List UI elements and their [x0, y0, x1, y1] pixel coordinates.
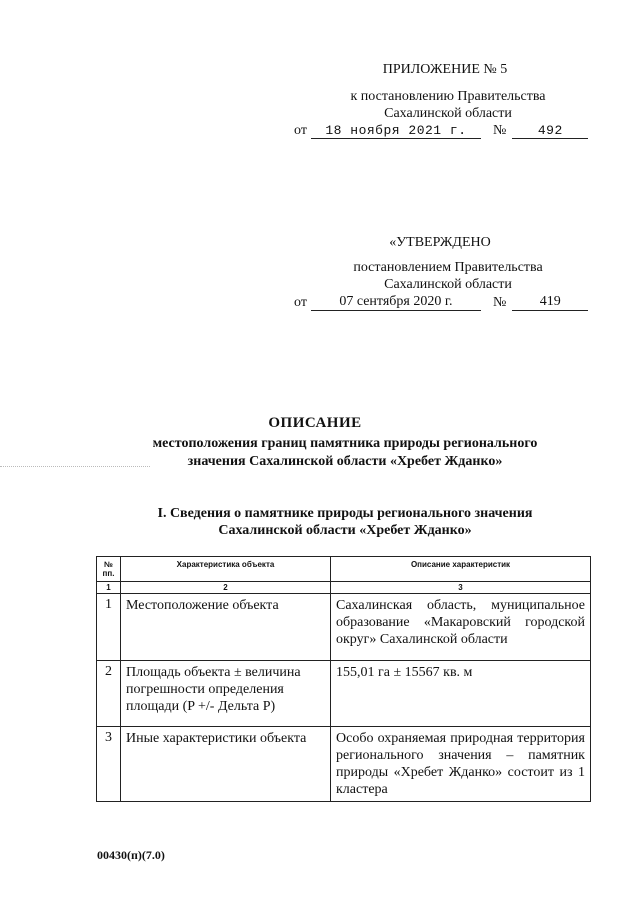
row-description: Сахалинская область, муниципальное образование «Макаровский городской округ» Сахалинской области	[331, 594, 591, 661]
appendix-number-label: №	[492, 123, 507, 138]
section-heading-line-2: Сахалинской области «Хребет Жданко»	[218, 523, 472, 538]
document-subtitle-line-2: значения Сахалинской области «Хребет Жданко»	[187, 454, 503, 469]
appendix-from-label: от	[294, 123, 307, 138]
document-title: ОПИСАНИЕ	[268, 415, 362, 431]
table-header-row	[97, 557, 591, 582]
appendix-date-number-row	[294, 123, 588, 139]
header-description: Описание характеристик	[331, 557, 591, 582]
row-number: 1	[97, 594, 121, 661]
characteristics-table	[96, 556, 591, 802]
row-description: Особо охраняемая природная территория регионального значения – памятник природы «Хребет Жданко» состоит из 1 кластера	[331, 727, 591, 802]
approved-date: 07 сентября 2020 г.	[311, 294, 481, 311]
approved-number-label: №	[492, 295, 507, 310]
row-number: 3	[97, 727, 121, 802]
approved-date-number-row	[294, 294, 588, 311]
table-row	[97, 661, 591, 727]
appendix-region-line: Сахалинской области	[384, 106, 512, 121]
table-row	[97, 594, 591, 661]
row-number: 2	[97, 661, 121, 727]
appendix-number: 492	[512, 123, 588, 139]
approved-from-label: от	[294, 295, 307, 310]
appendix-date: 18 ноября 2021 г.	[311, 123, 481, 139]
appendix-title: ПРИЛОЖЕНИЕ № 5	[382, 62, 508, 77]
header-number: № пп.	[97, 557, 121, 582]
index-cell: 1	[97, 582, 121, 594]
row-characteristic: Площадь объекта ± величина погрешности определения площади (P +/- Дельта P)	[121, 661, 331, 727]
approved-resolution-line: постановлением Правительства	[353, 260, 543, 275]
scan-artifact	[0, 466, 150, 467]
row-characteristic: Местоположение объекта	[121, 594, 331, 661]
document-subtitle-line-1: местоположения границ памятника природы регионального	[152, 436, 538, 451]
section-heading-line-1: I. Сведения о памятнике природы регионального значения	[157, 506, 533, 521]
document-code: 00430(п)(7.0)	[97, 848, 165, 862]
approved-number: 419	[512, 294, 588, 311]
approved-title: «УТВЕРЖДЕНО	[389, 235, 491, 250]
index-cell: 2	[121, 582, 331, 594]
appendix-resolution-line: к постановлению Правительства	[350, 89, 546, 104]
table-row	[97, 727, 591, 802]
index-cell: 3	[331, 582, 591, 594]
row-description: 155,01 га ± 15567 кв. м	[331, 661, 591, 727]
header-characteristic: Характеристика объекта	[121, 557, 331, 582]
table-index-row	[97, 582, 591, 594]
row-characteristic: Иные характеристики объекта	[121, 727, 331, 802]
approved-region-line: Сахалинской области	[384, 277, 512, 292]
